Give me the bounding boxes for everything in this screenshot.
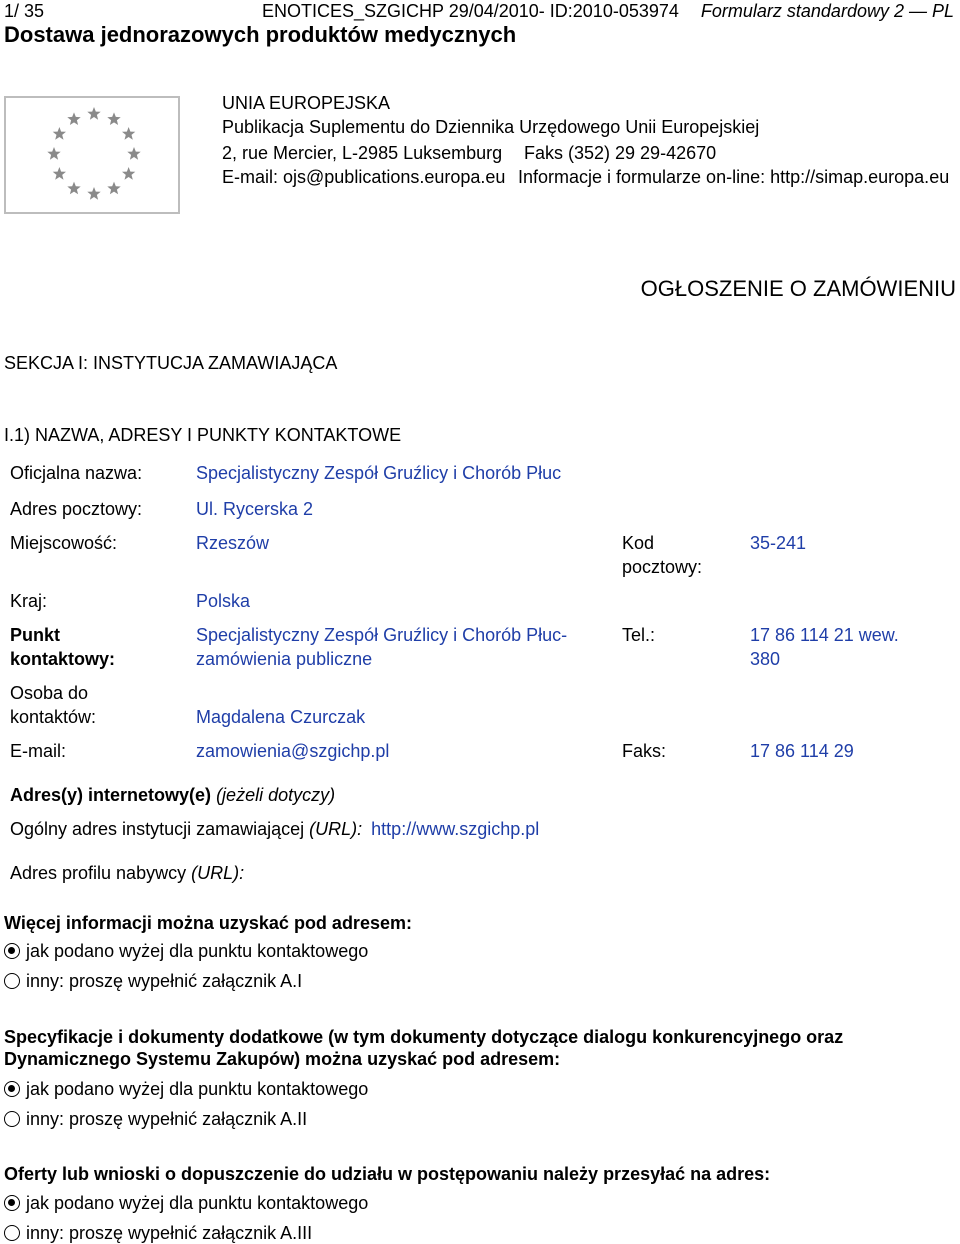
publisher-email: E-mail: ojs@publications.europa.eu — [222, 167, 506, 187]
publisher-fax: Faks (352) 29 29-42670 — [524, 143, 717, 163]
contact-point-label-cont: kontaktowy: — [10, 649, 116, 669]
eu-star-icon — [122, 127, 135, 140]
tel-value: 17 86 114 21 wew. — [750, 625, 899, 645]
more-info-option-1: jak podano wyżej dla punktu kontaktowego — [26, 941, 369, 961]
eu-star-icon — [67, 112, 80, 125]
eu-star-icon — [122, 167, 135, 180]
eu-star-icon — [53, 167, 66, 180]
more-info-radio-2[interactable] — [4, 973, 20, 989]
eu-star-icon — [107, 112, 120, 125]
offers-option-1: jak podano wyżej dla punktu kontaktowego — [26, 1193, 369, 1213]
more-info-radio-1[interactable] — [4, 943, 20, 959]
tel-value-cont: 380 — [750, 649, 781, 669]
buyer-profile-label: Adres profilu nabywcy — [10, 863, 187, 883]
notice-id: ENOTICES_SZGICHP 29/04/2010- ID:2010-053974 — [262, 1, 679, 21]
email-value[interactable]: zamowienia@szgichp.pl — [196, 741, 390, 761]
fax-label: Faks: — [622, 741, 667, 761]
general-url-label: Ogólny adres instytucji zamawiającej — [10, 819, 305, 839]
eu-star-icon — [53, 127, 66, 140]
specs-radio-2[interactable] — [4, 1111, 20, 1127]
specs-heading: Specyfikacje i dokumenty dodatkowe (w tym dokumenty dotyczące dialogu konkurencyjnego oraz — [4, 1027, 844, 1047]
country-value: Polska — [196, 591, 251, 611]
contact-point-label: Punkt — [10, 625, 61, 645]
city-value: Rzeszów — [196, 533, 270, 553]
subsection-title: I.1) NAZWA, ADRESY I PUNKTY KONTAKTOWE — [4, 425, 402, 445]
buyer-profile-row — [10, 862, 244, 884]
contact-person-value: Magdalena Czurczak — [196, 707, 366, 727]
postcode-label-cont: pocztowy: — [622, 557, 703, 577]
internet-heading-text: Adres(y) internetowy(e) — [10, 785, 212, 805]
document-title: Dostawa jednorazowych produktów medycznych — [4, 22, 517, 47]
more-info-option-2: inny: proszę wypełnić załącznik A.I — [26, 971, 303, 991]
fax-value: 17 86 114 29 — [750, 741, 854, 761]
form-name: Formularz standardowy 2 — PL — [700, 1, 954, 21]
general-url-link[interactable]: http://www.szgichp.pl — [371, 819, 540, 839]
eu-star-icon — [107, 182, 120, 195]
offers-heading: Oferty lub wnioski o dopuszczenie do udziału w postępowaniu należy przesyłać na adres: — [4, 1164, 771, 1184]
postal-address-value: Ul. Rycerska 2 — [196, 499, 314, 519]
specs-option-1: jak podano wyżej dla punktu kontaktowego — [26, 1079, 369, 1099]
eu-star-icon — [87, 187, 100, 200]
eu-star-icon — [87, 107, 100, 120]
general-url-note: (URL): — [309, 819, 363, 839]
notice-title: OGŁOSZENIE O ZAMÓWIENIU — [640, 276, 956, 301]
specs-heading-cont: Dynamicznego Systemu Zakupów) można uzyskać pod adresem: — [4, 1049, 561, 1069]
country-label: Kraj: — [10, 591, 48, 611]
contact-point-value: Specjalistyczny Zespół Gruźlicy i Chorób Płuc- — [196, 625, 568, 645]
offers-radio-1[interactable] — [4, 1195, 20, 1211]
general-url-row — [10, 818, 539, 840]
section-title: SEKCJA I: INSTYTUCJA ZAMAWIAJĄCA — [4, 353, 338, 373]
internet-heading — [10, 784, 335, 806]
city-label: Miejscowość: — [10, 533, 118, 553]
tel-label: Tel.: — [622, 625, 656, 645]
email-label: E-mail: — [10, 741, 67, 761]
contact-person-label-cont: kontaktów: — [10, 707, 97, 727]
eu-star-icon — [47, 147, 60, 160]
more-info-heading: Więcej informacji można uzyskać pod adresem: — [4, 913, 412, 933]
buyer-profile-note: (URL): — [191, 863, 245, 883]
publisher-address: 2, rue Mercier, L-2985 Luksemburg — [222, 143, 503, 163]
contact-point-value-cont: zamówienia publiczne — [196, 649, 373, 669]
eu-stars-logo-icon — [6, 98, 178, 212]
publisher-info-link[interactable]: Informacje i formularze on-line: http://simap.europa.eu — [518, 167, 950, 187]
offers-option-2: inny: proszę wypełnić załącznik A.III — [26, 1223, 313, 1243]
page-number: 1/ 35 — [4, 1, 45, 21]
postcode-value: 35-241 — [750, 533, 807, 553]
specs-radio-1[interactable] — [4, 1081, 20, 1097]
offers-radio-2[interactable] — [4, 1225, 20, 1241]
eu-logo — [4, 96, 180, 214]
postal-address-label: Adres pocztowy: — [10, 499, 143, 519]
publisher-publication: Publikacja Suplementu do Dziennika Urzędowego Unii Europejskiej — [222, 117, 760, 137]
postcode-label: Kod — [622, 533, 655, 553]
specs-option-2: inny: proszę wypełnić załącznik A.II — [26, 1109, 308, 1129]
eu-star-icon — [127, 147, 140, 160]
internet-heading-note: (jeżeli dotyczy) — [216, 785, 336, 805]
eu-star-icon — [67, 182, 80, 195]
official-name-label: Oficjalna nazwa: — [10, 463, 143, 483]
contact-person-label: Osoba do — [10, 683, 89, 703]
official-name-value: Specjalistyczny Zespół Gruźlicy i Chorób Płuc — [196, 463, 562, 483]
publisher-name: UNIA EUROPEJSKA — [222, 93, 391, 113]
